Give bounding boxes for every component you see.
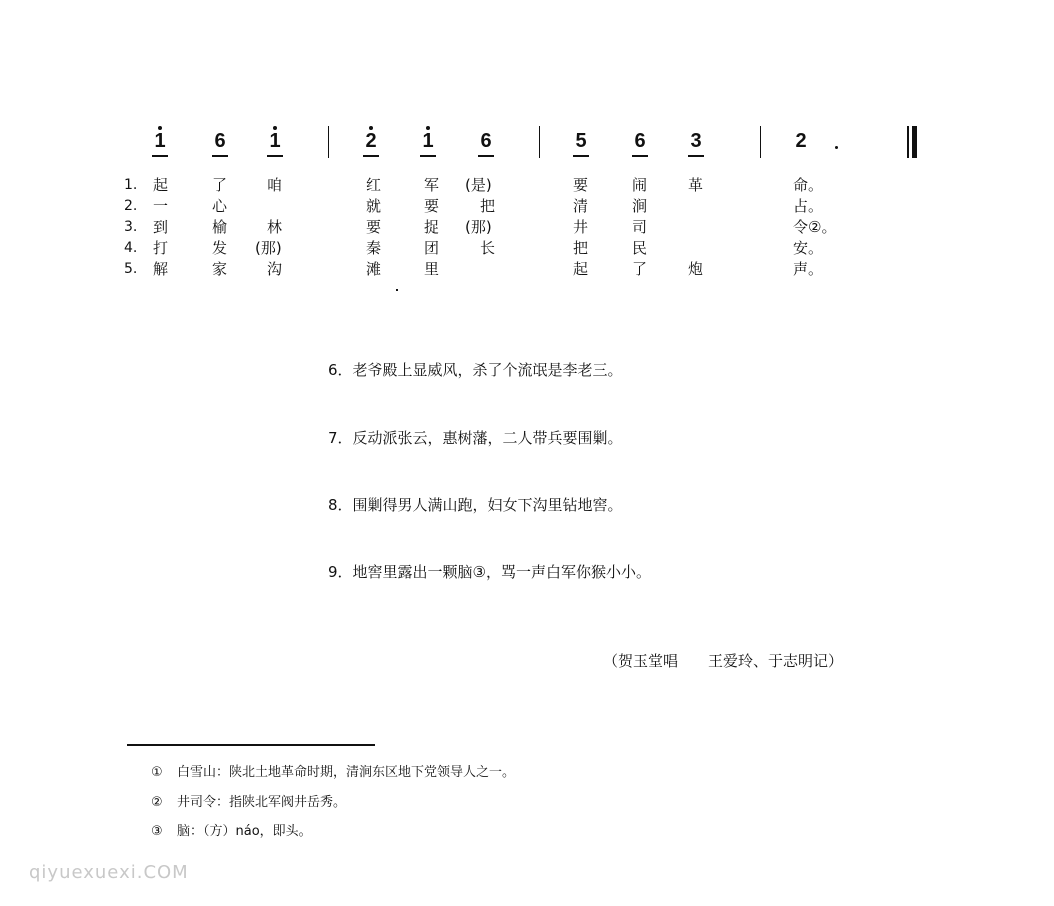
- lyric-number: 3.: [124, 219, 138, 235]
- stray-dot: [396, 289, 398, 291]
- lyric-syllable: 家: [212, 260, 228, 278]
- lyric-syllable: 涧: [632, 197, 648, 215]
- lyric-syllable: 声。: [793, 260, 824, 278]
- lyric-syllable: 沟: [267, 260, 283, 278]
- verse-8: 8．围剿得男人满山跑，妇女下沟里钻地窖。: [328, 496, 623, 514]
- credit-line: （贺玉堂唱 王爱玲、于志明记）: [603, 652, 844, 670]
- lyric-syllable: 安。: [793, 239, 824, 257]
- lyric-syllable: 发: [212, 239, 228, 257]
- lyric-syllable: (那): [255, 239, 282, 257]
- footnote-3: [151, 822, 312, 842]
- footnote-mark: ②: [151, 795, 163, 810]
- lyric-syllable: 林: [267, 218, 283, 236]
- lyric-syllable: 民: [632, 239, 648, 257]
- lyric-number: 4.: [124, 240, 138, 256]
- note-3: 3: [686, 130, 706, 152]
- lyric-syllable: 司: [632, 218, 648, 236]
- lyric-syllable: 要: [366, 218, 382, 236]
- bar-line: [539, 126, 540, 158]
- lyric-syllable: 红: [366, 176, 382, 194]
- lyric-syllable: 团: [424, 239, 440, 257]
- lyric-syllable: 解: [153, 260, 169, 278]
- lyric-syllable: 到: [153, 218, 169, 236]
- lyric-syllable: 了: [212, 176, 228, 194]
- lyric-syllable: 军: [424, 176, 440, 194]
- lyric-syllable: 要: [573, 176, 589, 194]
- bar-line: [760, 126, 761, 158]
- lyric-syllable: 里: [424, 260, 440, 278]
- note-1: 1: [150, 130, 170, 152]
- lyric-syllable: 把: [480, 197, 496, 215]
- lyric-syllable: (那): [465, 218, 492, 236]
- note-6: 6: [630, 130, 650, 152]
- bar-line: [328, 126, 329, 158]
- lyric-syllable: 打: [153, 239, 169, 257]
- lyric-number: 2.: [124, 198, 138, 214]
- verse-9: 9．地窖里露出一颗脑③，骂一声白军你猴小小。: [328, 563, 651, 581]
- lyric-number: 5.: [124, 261, 138, 277]
- watermark: qiyuexuexi.COM: [29, 862, 189, 883]
- lyric-syllable: 要: [424, 197, 440, 215]
- lyric-syllable: 占。: [793, 197, 824, 215]
- lyric-syllable: 闹: [632, 176, 648, 194]
- lyric-syllable: 井: [573, 218, 589, 236]
- lyric-syllable: 捉: [424, 218, 440, 236]
- verse-6: 6．老爷殿上显威风，杀了个流氓是李老三。: [328, 361, 623, 379]
- footnote-text: 脑：（方）náo，即头。: [177, 824, 312, 839]
- lyric-number: 1.: [124, 177, 138, 193]
- verse-7: 7．反动派张云，惠树藩，二人带兵要围剿。: [328, 429, 623, 447]
- note-6: 6: [476, 130, 496, 152]
- lyric-syllable: 咱: [267, 176, 283, 194]
- lyric-syllable: 令②。: [793, 218, 837, 236]
- lyric-syllable: 炮: [688, 260, 704, 278]
- note-1: 1: [265, 130, 285, 152]
- augmentation-dot: [835, 146, 838, 149]
- lyric-syllable: 把: [573, 239, 589, 257]
- final-barline-thick: [912, 126, 917, 158]
- final-barline-thin: [907, 126, 909, 158]
- lyric-syllable: 长: [480, 239, 496, 257]
- lyric-syllable: 榆: [212, 218, 228, 236]
- footnote-text: 井司令：指陕北军阀井岳秀。: [177, 795, 347, 810]
- footnote-2: [151, 793, 346, 813]
- lyric-syllable: 一: [153, 197, 169, 215]
- lyric-syllable: 滩: [366, 260, 382, 278]
- lyric-syllable: 起: [153, 176, 169, 194]
- lyric-syllable: 起: [573, 260, 589, 278]
- note-2: 2: [795, 130, 807, 152]
- note-5: 5: [571, 130, 591, 152]
- lyric-syllable: 革: [688, 176, 704, 194]
- footnote-text: 白雪山：陕北土地革命时期，清涧东区地下党领导人之一。: [177, 765, 516, 780]
- note-2: 2: [361, 130, 381, 152]
- note-1: 1: [418, 130, 438, 152]
- footnote-separator: [127, 744, 375, 746]
- footnote-1: [151, 763, 515, 783]
- lyric-syllable: 了: [632, 260, 648, 278]
- lyric-syllable: 秦: [366, 239, 382, 257]
- footnote-mark: ①: [151, 765, 163, 780]
- note-6: 6: [210, 130, 230, 152]
- lyric-syllable: (是): [465, 176, 492, 194]
- footnote-mark: ③: [151, 824, 163, 839]
- lyric-syllable: 命。: [793, 176, 824, 194]
- lyric-syllable: 就: [366, 197, 382, 215]
- lyric-syllable: 清: [573, 197, 589, 215]
- lyric-syllable: 心: [212, 197, 228, 215]
